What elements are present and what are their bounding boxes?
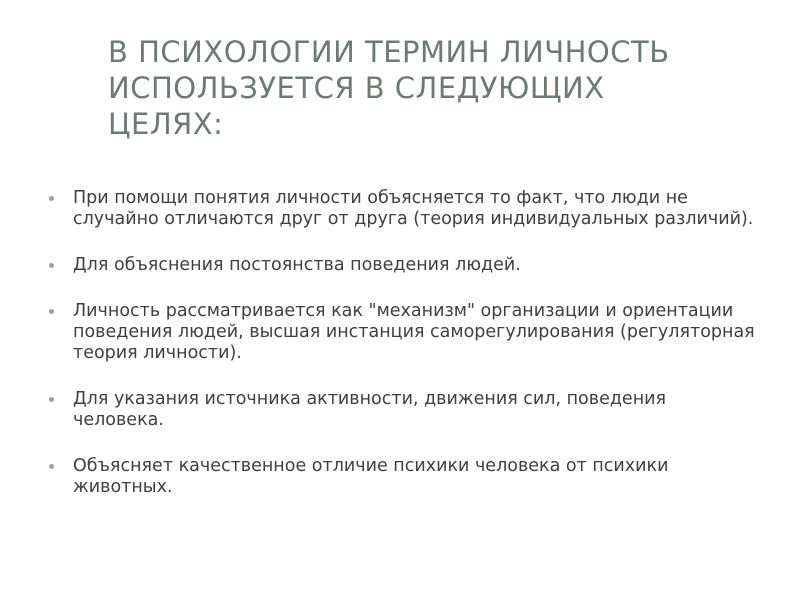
slide-title: В ПСИХОЛОГИИ ТЕРМИН ЛИЧНОСТЬ ИСПОЛЬЗУЕТСЯ В СЛЕДУЮЩИХ ЦЕЛЯХ: <box>108 35 670 141</box>
bullet-text: Для указания источника активности, движения сил, поведения человека. <box>73 389 667 430</box>
bullet-item <box>46 255 756 276</box>
bullet-text: Личность рассматривается как "механизм" организации и ориентации поведения людей, высшая инстанция саморегулирования (регуляторная теория личности). <box>73 301 755 363</box>
bullet-text: При помощи понятия личности объясняется то факт, что люди не случайно отличаются друг от друга (теория индивидуальных различий). <box>73 188 754 229</box>
bullet-item <box>46 456 756 498</box>
bullet-item <box>46 389 756 431</box>
bullet-dot-icon <box>49 464 54 469</box>
bullet-dot-icon <box>49 397 54 402</box>
bullet-item <box>46 301 756 364</box>
bullet-item <box>46 188 756 230</box>
bullet-text: Объясняет качественное отличие психики человека от психики животных. <box>73 456 669 497</box>
bullet-dot-icon <box>49 263 54 268</box>
bullet-list <box>46 188 756 523</box>
bullet-text: Для объяснения постоянства поведения людей. <box>73 255 521 275</box>
bullet-dot-icon <box>49 196 54 201</box>
bullet-dot-icon <box>49 309 54 314</box>
